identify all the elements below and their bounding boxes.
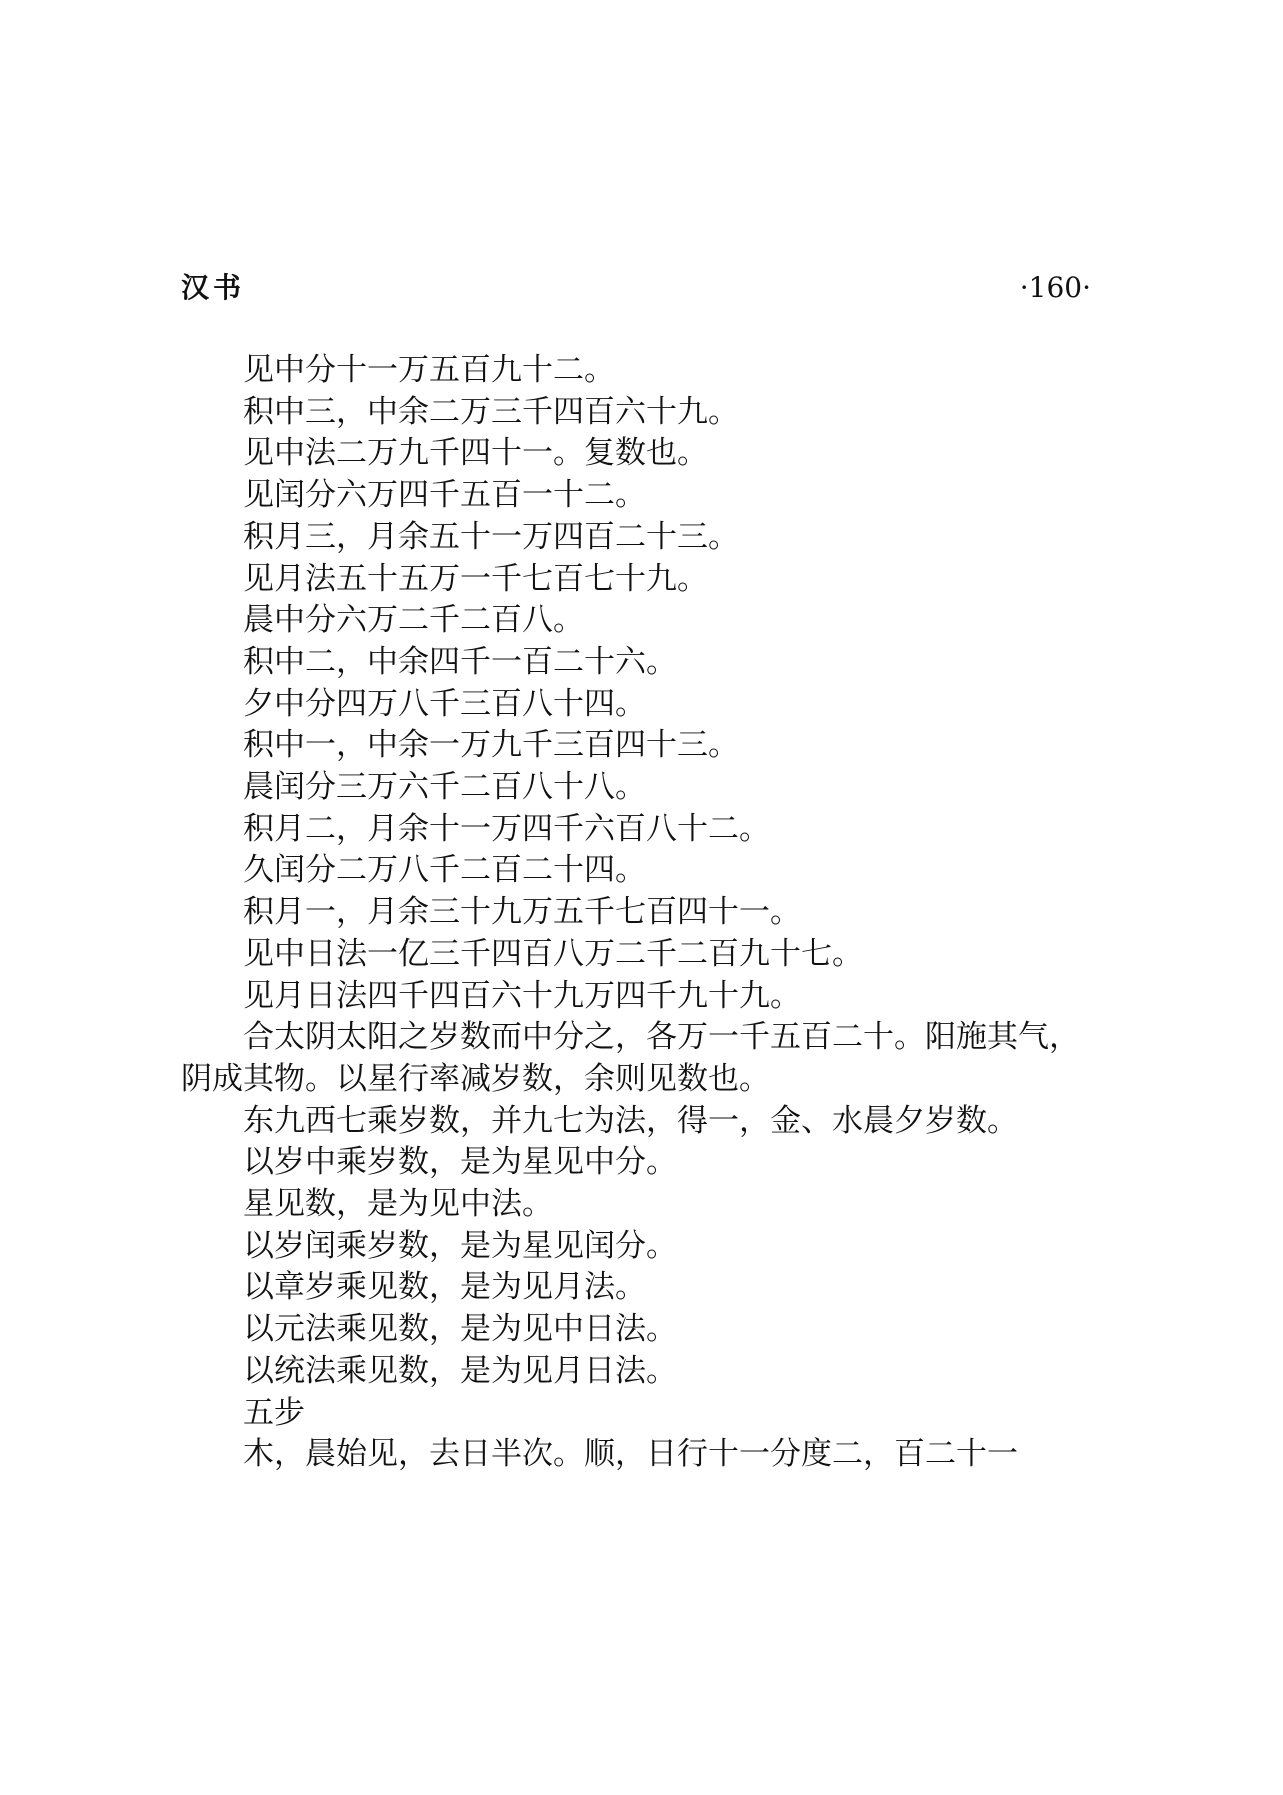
paragraph: 晨中分六万二千二百八。 — [243, 602, 584, 639]
paragraph: 见月法五十五万一千七百七十九。 — [243, 560, 708, 597]
paragraph: 积中一，中余一万九千三百四十三。 — [243, 727, 739, 764]
page-header — [181, 268, 1091, 308]
book-title: 汉书 — [181, 271, 246, 304]
paragraph: 以元法乘见数，是为见中日法。 — [243, 1311, 677, 1348]
paragraph: 见中法二万九千四十一。复数也。 — [243, 435, 708, 472]
paragraph: 久闰分二万八千二百二十四。 — [243, 852, 646, 889]
paragraph: 见月日法四千四百六十九万四千九十九。 — [243, 977, 801, 1014]
paragraph: 东九西七乘岁数，并九七为法，得一，金、水晨夕岁数。 — [243, 1102, 1018, 1139]
paragraph: 积中二，中余四千一百二十六。 — [243, 643, 677, 680]
paragraph: 积月三，月余五十一万四百二十三。 — [243, 518, 739, 555]
paragraph: 积月二，月余十一万四千六百八十二。 — [243, 810, 770, 847]
paragraph: 以章岁乘见数，是为见月法。 — [243, 1269, 646, 1306]
paragraph: 以岁中乘岁数，是为星见中分。 — [243, 1144, 677, 1181]
paragraph: 晨闰分三万六千二百八十八。 — [243, 769, 646, 806]
paragraph: 夕中分四万八千三百八十四。 — [243, 685, 646, 722]
paragraph: 星见数，是为见中法。 — [243, 1186, 553, 1223]
paragraph: 积中三，中余二万三千四百六十九。 — [243, 393, 739, 430]
body-text — [181, 350, 1081, 1476]
paragraph: 见中日法一亿三千四百八万二千二百九十七。 — [243, 935, 863, 972]
paragraph: 见闰分六万四千五百一十二。 — [243, 477, 646, 514]
paragraph: 以岁闰乘岁数，是为星见闰分。 — [243, 1227, 677, 1264]
section-heading: 五步 — [243, 1394, 305, 1431]
paragraph: 合太阴太阳之岁数而中分之，各万一千五百二十。阳施其气，阴成其物。以星行率减岁数，余则见数也。 — [181, 1019, 1080, 1097]
page-number: ·160· — [1019, 271, 1091, 304]
paragraph: 见中分十一万五百九十二。 — [243, 352, 615, 388]
paragraph: 木，晨始见，去日半次。顺，日行十一分度二，百二十一 — [243, 1436, 1018, 1473]
paragraph: 积月一，月余三十九万五千七百四十一。 — [243, 894, 801, 931]
paragraph: 以统法乘见数，是为见月日法。 — [243, 1352, 677, 1389]
